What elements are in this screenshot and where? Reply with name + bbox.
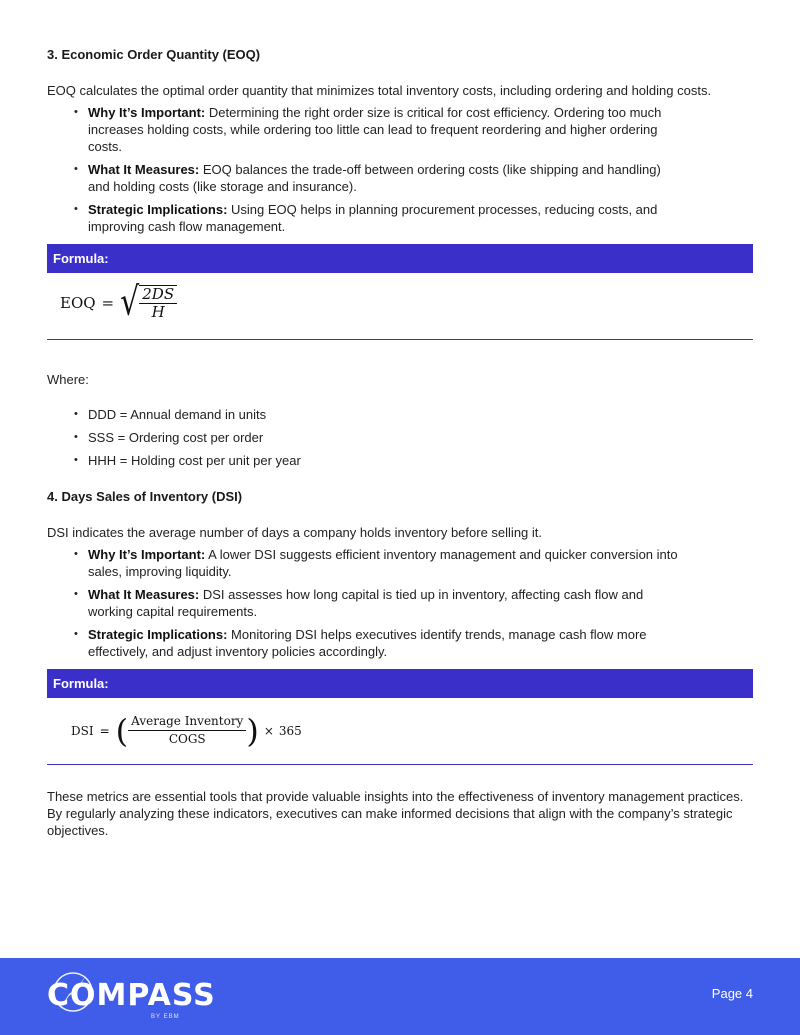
formula-header-dsi: Formula:: [47, 669, 753, 698]
page-number: Page 4: [711, 986, 753, 1001]
bullet-label: Why It’s Important:: [88, 547, 206, 562]
formula-dsi: [71, 713, 302, 748]
bullet-label: Strategic Implications:: [88, 202, 228, 217]
bullet-text: EOQ balances the trade-off between ordering costs (like shipping and handling) and holding costs (like storage and insurance).: [88, 162, 661, 194]
formula-header-eoq: Formula:: [47, 244, 753, 273]
formula-times: ×: [263, 723, 274, 738]
formula-equals: =: [101, 294, 115, 312]
where-list: [74, 406, 684, 475]
variable-definition: DDD = Annual demand in units: [88, 407, 267, 422]
formula-fraction: [128, 713, 246, 748]
formula-numerator: Average Inventory: [128, 713, 246, 731]
formula-fraction: [139, 285, 177, 321]
left-paren-icon: (: [115, 711, 129, 750]
list-item: • Strategic Implications: Using EOQ helps in planning procurement processes, reducing costs, and improving cash flow management.: [74, 202, 658, 234]
logo-wordmark: COMPASS: [47, 978, 216, 1013]
list-item: • SSS = Ordering cost per order: [74, 430, 264, 445]
logo-byline: BY EBM: [151, 1014, 180, 1020]
closing-paragraph: These metrics are essential tools that provide valuable insights into the effectiveness of inventory management practices. By regularly analyzing these indicators, executives can make informed decisions that align with the company’s strategic objectives.: [47, 789, 744, 838]
list-item: • DDD = Annual demand in units: [74, 407, 267, 422]
bullet-label: Strategic Implications:: [88, 627, 228, 642]
formula-lhs: EOQ: [60, 294, 96, 312]
variable-definition: HHH = Holding cost per unit per year: [88, 453, 301, 468]
formula-denominator: COGS: [168, 732, 206, 746]
list-item: • HHH = Holding cost per unit per year: [74, 453, 301, 468]
sqrt-icon: √: [120, 279, 140, 326]
bullet-text: Using EOQ helps in planning procurement processes, reducing costs, and improving cash flow management.: [88, 202, 658, 234]
formula-numerator: 2DS: [139, 286, 177, 304]
bullet-label: What It Measures:: [88, 587, 200, 602]
list-item: • What It Measures: DSI assesses how long capital is tied up in inventory, affecting cash flow and working capital requirements.: [74, 587, 644, 619]
bullet-text: DSI assesses how long capital is tied up in inventory, affecting cash flow and working capital requirements.: [88, 587, 644, 619]
bullet-label: Why It’s Important:: [88, 105, 206, 120]
formula-lhs: DSI: [71, 723, 94, 738]
formula-eoq: [60, 279, 177, 326]
list-item: • What It Measures: EOQ balances the trade-off between ordering costs (like shipping and handling) and holding costs (like storage and insurance).: [74, 162, 661, 194]
section-heading-dsi: 4. Days Sales of Inventory (DSI): [47, 489, 243, 504]
formula-denominator: H: [151, 303, 165, 321]
formula-box-dsi: [47, 698, 753, 765]
list-item: • Why It’s Important: Determining the right order size is critical for cost efficiency. Ordering too much increases holding costs, while ordering too little can lead to frequent reordering and higher ordering costs.: [74, 105, 662, 154]
bullet-text: A lower DSI suggests efficient inventory management and quicker conversion into sales, improving liquidity.: [88, 547, 678, 579]
where-heading: Where:: [47, 372, 89, 387]
formula-equals: =: [99, 723, 110, 738]
right-paren-icon: ): [246, 711, 259, 750]
list-item: • Strategic Implications: Monitoring DSI helps executives identify trends, manage cash flow more effectively, and adjust inventory policies accordingly.: [74, 627, 647, 659]
section-intro-eoq: EOQ calculates the optimal order quantity that minimizes total inventory costs, including ordering and holding costs.: [47, 83, 712, 98]
bullet-list-dsi: [74, 546, 684, 666]
formula-box-eoq: [47, 273, 753, 340]
section-heading-eoq: 3. Economic Order Quantity (EOQ): [47, 47, 261, 62]
section-intro-dsi: DSI indicates the average number of days a company holds inventory before selling it.: [47, 525, 542, 540]
bullet-list-eoq: [74, 104, 684, 241]
variable-definition: SSS = Ordering cost per order: [88, 430, 264, 445]
page-footer: [0, 958, 800, 1035]
bullet-text: Monitoring DSI helps executives identify trends, manage cash flow more effectively, and adjust inventory policies accordingly.: [88, 627, 647, 659]
bullet-label: What It Measures:: [88, 162, 200, 177]
bullet-text: Determining the right order size is critical for cost efficiency. Ordering too much increases holding costs, while ordering too little can lead to frequent reordering and higher ordering costs.: [88, 105, 662, 154]
formula-factor: 365: [278, 723, 302, 738]
list-item: • Why It’s Important: A lower DSI suggests efficient inventory management and quicker conversion into sales, improving liquidity.: [74, 547, 678, 579]
